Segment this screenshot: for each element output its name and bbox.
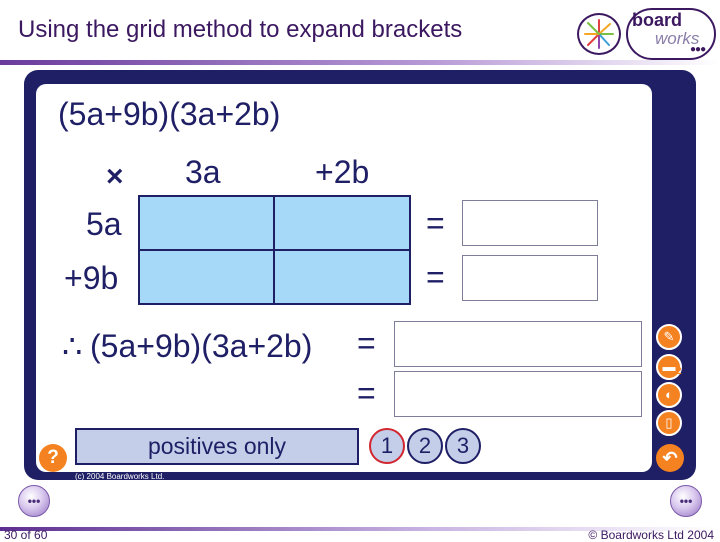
- row-1-answer-box[interactable]: [462, 200, 598, 246]
- help-button[interactable]: ?: [39, 444, 67, 472]
- logo-dots-icon: ●●●: [690, 44, 706, 55]
- previous-slide-button[interactable]: •••: [18, 485, 50, 517]
- ruler-icon[interactable]: ▬: [656, 354, 682, 380]
- grid-cell-r2c1[interactable]: [138, 249, 275, 305]
- simplified-answer-box[interactable]: [394, 371, 642, 417]
- problem-expression: (5a+9b)(3a+2b): [58, 96, 281, 132]
- row-header-2: +9b: [64, 260, 119, 296]
- grid-cell-r1c1[interactable]: [138, 195, 275, 251]
- result-equals-1: =: [357, 325, 376, 361]
- undo-icon[interactable]: ↶: [656, 444, 684, 472]
- row-1-equals: =: [426, 205, 445, 241]
- title-divider: [0, 60, 720, 65]
- expanded-answer-box[interactable]: [394, 321, 642, 367]
- grid-cell-r2c2[interactable]: [273, 249, 411, 305]
- question-1-button[interactable]: 1: [369, 428, 405, 464]
- question-3-button[interactable]: 3: [445, 428, 481, 464]
- bin-icon[interactable]: ▯: [656, 410, 682, 436]
- row-2-equals: =: [426, 259, 445, 295]
- column-header-1: 3a: [185, 154, 221, 190]
- page-counter: 30 of 60: [4, 528, 48, 542]
- row-2-answer-box[interactable]: [462, 255, 598, 301]
- column-header-2: +2b: [315, 154, 370, 190]
- footer-copyright: © Boardworks Ltd 2004: [588, 528, 714, 542]
- multiply-sign: ×: [106, 160, 124, 193]
- question-2-button[interactable]: 2: [407, 428, 443, 464]
- row-header-1: 5a: [86, 206, 122, 242]
- result-expression: (5a+9b)(3a+2b): [90, 328, 313, 364]
- boardworks-burst-icon: [577, 13, 621, 55]
- grid-cell-r1c2[interactable]: [273, 195, 411, 251]
- tool-badge: 2: [676, 366, 682, 377]
- result-equals-2: =: [357, 375, 376, 411]
- therefore-symbol: ∴: [62, 328, 83, 364]
- slide-title: Using the grid method to expand brackets: [18, 16, 463, 43]
- next-slide-button[interactable]: •••: [670, 485, 702, 517]
- positives-only-button[interactable]: positives only: [75, 428, 359, 465]
- logo-text-board: board: [632, 10, 683, 30]
- pen-icon[interactable]: ✎: [656, 324, 682, 350]
- logo-text-works: works: [655, 29, 700, 48]
- palette-icon[interactable]: ◐: [656, 382, 682, 408]
- activity-copyright: (c) 2004 Boardworks Ltd.: [75, 472, 165, 481]
